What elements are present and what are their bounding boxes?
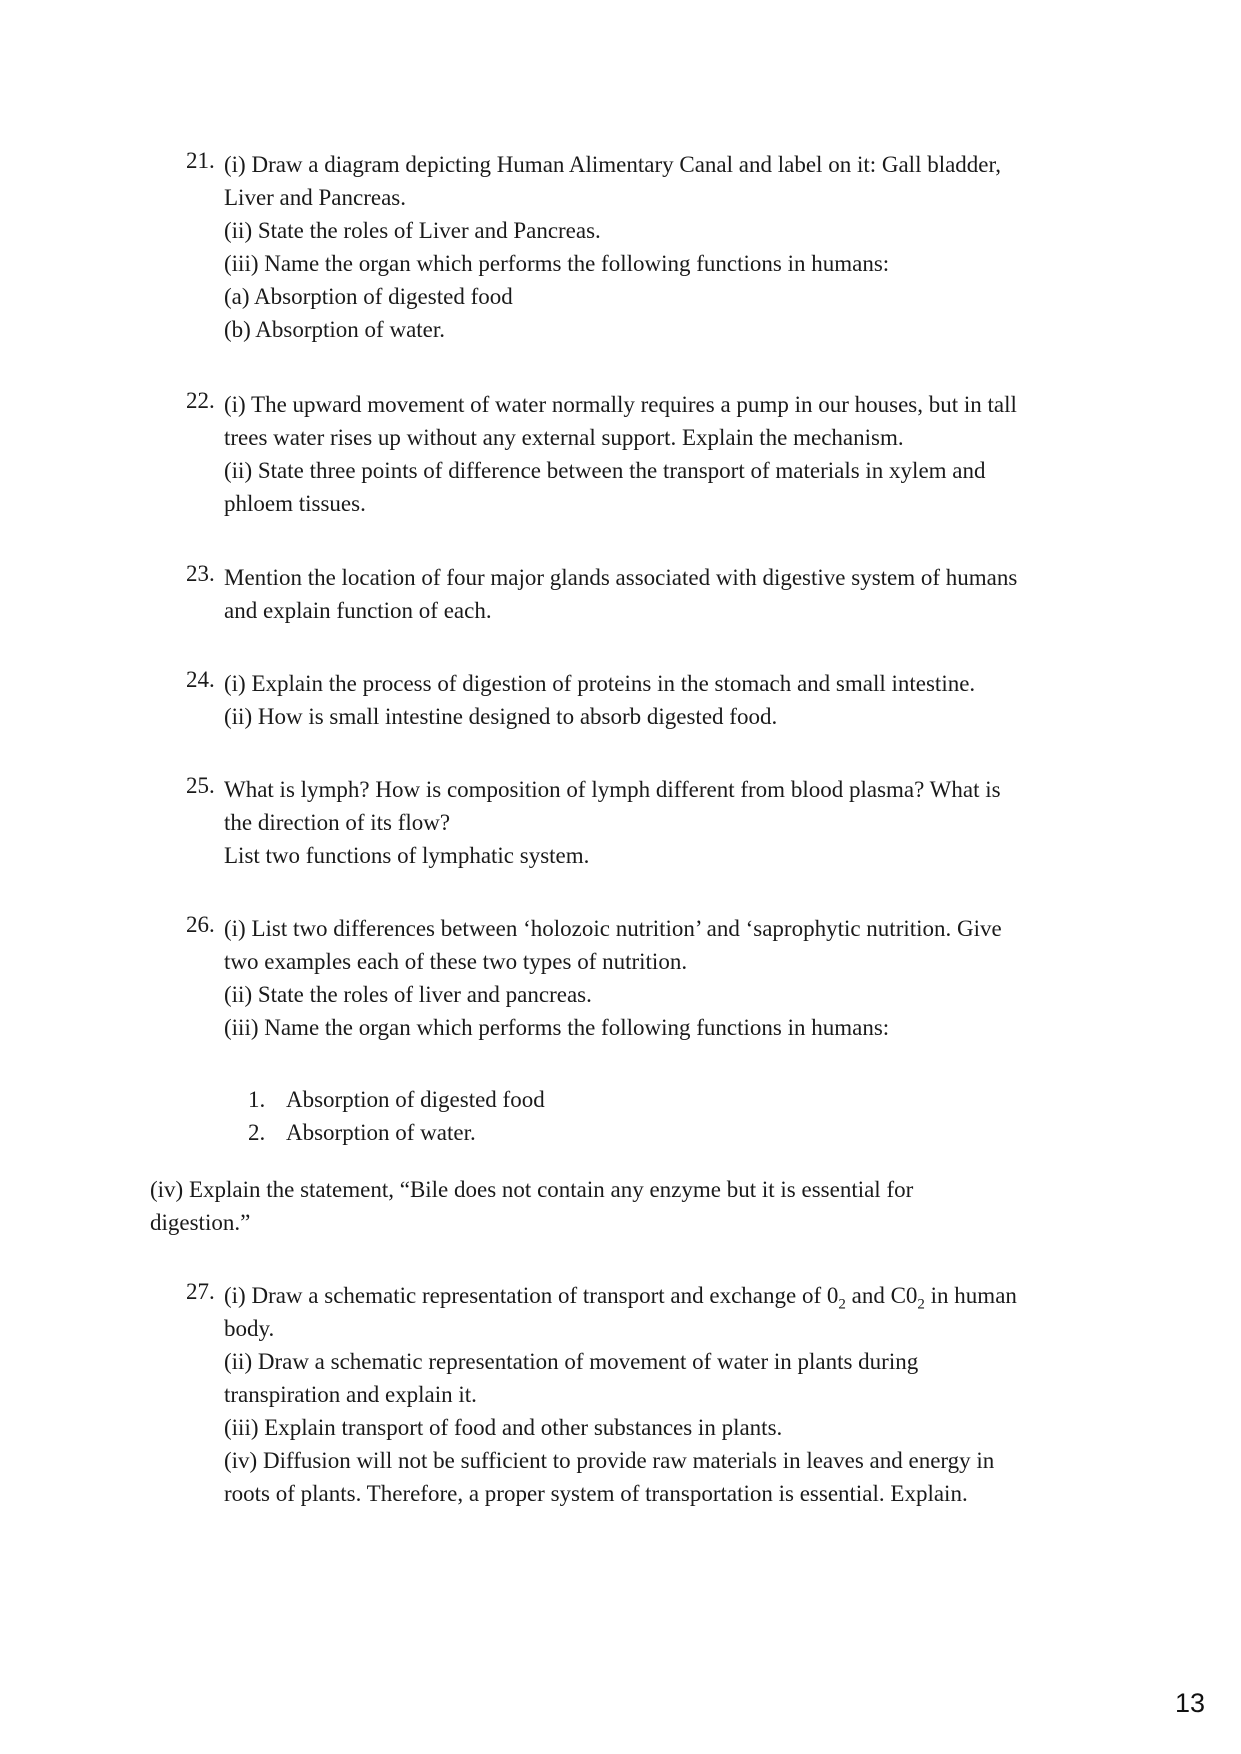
question-line: (ii) State the roles of Liver and Pancreas. <box>224 218 601 243</box>
question-line: List two functions of lymphatic system. <box>224 843 590 868</box>
question-line: trees water rises up without any external support. Explain the mechanism. <box>224 425 904 450</box>
question-23 <box>186 561 1096 627</box>
question-number: 23. <box>186 561 215 586</box>
question-line: (ii) State the roles of liver and pancreas. <box>224 982 592 1007</box>
question-number: 26. <box>186 912 215 937</box>
question-line: and explain function of each. <box>224 598 492 623</box>
question-number: 21. <box>186 148 215 173</box>
page-number: 13 <box>1174 1688 1205 1718</box>
question-number: 22. <box>186 388 215 413</box>
list-item-number: 1. <box>248 1087 266 1112</box>
list-item <box>248 1083 948 1116</box>
paragraph-line: (iv) Explain the statement, “Bile does not contain any enzyme but it is essential for <box>150 1177 914 1202</box>
question-21 <box>186 148 1096 346</box>
question-line <box>224 1279 1096 1312</box>
line-text: in human <box>924 1283 1017 1308</box>
question-number: 25. <box>186 773 215 798</box>
list-item-number: 2. <box>248 1120 266 1145</box>
question-line: roots of plants. Therefore, a proper system of transportation is essential. Explain. <box>224 1481 968 1506</box>
question-27 <box>186 1279 1096 1510</box>
paragraph-line: digestion.” <box>150 1210 251 1235</box>
q26-numbered-list <box>248 1083 948 1149</box>
question-line: (i) Draw a diagram depicting Human Alimentary Canal and label on it: Gall bladder, <box>224 152 1002 177</box>
list-item-text: Absorption of water. <box>286 1120 476 1145</box>
question-line: (i) List two differences between ‘holozoic nutrition’ and ‘saprophytic nutrition. Give <box>224 916 1002 941</box>
question-line: (ii) How is small intestine designed to absorb digested food. <box>224 704 778 729</box>
list-item-text: Absorption of digested food <box>286 1087 545 1112</box>
question-25 <box>186 773 1096 872</box>
question-line: (iv) Diffusion will not be sufficient to provide raw materials in leaves and energy in <box>224 1448 995 1473</box>
question-line: two examples each of these two types of nutrition. <box>224 949 688 974</box>
question-line: (iii) Name the organ which performs the following functions in humans: <box>224 251 890 276</box>
question-26 <box>186 912 1096 1044</box>
question-line: (b) Absorption of water. <box>224 317 446 342</box>
subscript: 2 <box>838 1296 846 1313</box>
line-text: (i) Draw a schematic representation of transport and exchange of 0 <box>224 1283 839 1308</box>
question-line: Mention the location of four major glands associated with digestive system of humans <box>224 565 1018 590</box>
question-line: the direction of its flow? <box>224 810 451 835</box>
subscript: 2 <box>917 1296 925 1313</box>
question-line: (ii) Draw a schematic representation of movement of water in plants during <box>224 1349 919 1374</box>
question-line: phloem tissues. <box>224 491 366 516</box>
question-line: (ii) State three points of difference between the transport of materials in xylem and <box>224 458 986 483</box>
question-line: body. <box>224 1316 275 1341</box>
question-number: 27. <box>186 1279 215 1304</box>
question-24 <box>186 667 1096 733</box>
question-line: (iii) Explain transport of food and other substances in plants. <box>224 1415 783 1440</box>
line-text: and C0 <box>845 1283 918 1308</box>
q26-part-iv <box>150 1173 1050 1239</box>
list-item <box>248 1116 948 1149</box>
question-line: Liver and Pancreas. <box>224 185 407 210</box>
question-number: 24. <box>186 667 215 692</box>
question-line: (a) Absorption of digested food <box>224 284 513 309</box>
question-line: transpiration and explain it. <box>224 1382 477 1407</box>
question-line: (i) Explain the process of digestion of proteins in the stomach and small intestine. <box>224 671 976 696</box>
question-line: (i) The upward movement of water normally requires a pump in our houses, but in tall <box>224 392 1017 417</box>
question-line: (iii) Name the organ which performs the following functions in humans: <box>224 1015 890 1040</box>
question-line: What is lymph? How is composition of lymph different from blood plasma? What is <box>224 777 1001 802</box>
question-22 <box>186 388 1096 520</box>
